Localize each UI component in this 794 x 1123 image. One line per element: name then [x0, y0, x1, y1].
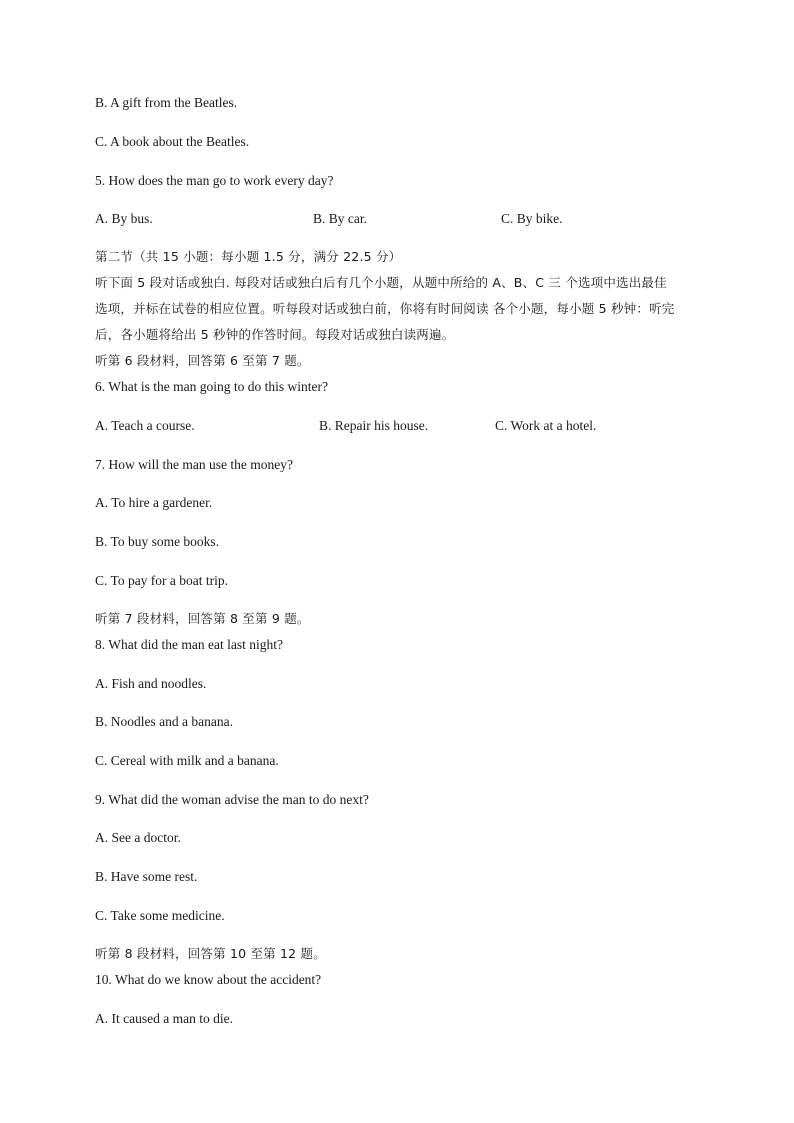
q5-option-a: A. By bus.	[95, 211, 153, 226]
section-2-instructions-line-3: 后，各小题将给出 5 秒钟的作答时间。每段对话或独白读两遍。	[95, 327, 455, 342]
q7-option-a: A. To hire a gardener.	[95, 495, 213, 510]
q8-option-a: A. Fish and noodles.	[95, 676, 207, 691]
q4-option-c: C. A book about the Beatles.	[95, 134, 250, 149]
q8-option-c: C. Cereal with milk and a banana.	[95, 753, 279, 768]
segment-8-intro: 听第 8 段材料，回答第 10 至第 12 题。	[95, 946, 326, 961]
q5-option-b: B. By car.	[313, 211, 367, 226]
segment-6-intro: 听第 6 段材料，回答第 6 至第 7 题。	[95, 353, 310, 368]
q10-option-a: A. It caused a man to die.	[95, 1011, 233, 1026]
question-9: 9. What did the woman advise the man to do next?	[95, 792, 369, 807]
section-2-instructions-line-2: 选项，并标在试卷的相应位置。听每段对话或独白前，你将有时间阅读 各个小题，每小题 5 秒钟：听完	[95, 301, 675, 316]
q9-option-a: A. See a doctor.	[95, 830, 181, 845]
q7-option-b: B. To buy some books.	[95, 534, 220, 549]
q6-option-b: B. Repair his house.	[319, 418, 429, 433]
q9-option-b: B. Have some rest.	[95, 869, 198, 884]
question-10: 10. What do we know about the accident?	[95, 972, 322, 987]
q9-option-c: C. Take some medicine.	[95, 908, 225, 923]
question-6: 6. What is the man going to do this winter?	[95, 379, 328, 394]
section-2-title: 第二节（共 15 小题：每小题 1.5 分，满分 22.5 分）	[95, 249, 402, 264]
q7-option-c: C. To pay for a boat trip.	[95, 573, 229, 588]
q6-option-c: C. Work at a hotel.	[495, 418, 597, 433]
question-8: 8. What did the man eat last night?	[95, 637, 283, 652]
segment-7-intro: 听第 7 段材料，回答第 8 至第 9 题。	[95, 611, 310, 626]
question-7: 7. How will the man use the money?	[95, 457, 293, 472]
question-5: 5. How does the man go to work every day?	[95, 173, 334, 188]
q6-option-a: A. Teach a course.	[95, 418, 195, 433]
section-2-instructions-line-1: 听下面 5 段对话或独白. 每段对话或独白后有几个小题，从题中所给的 A、B、C 三 个选项中选出最佳	[95, 275, 667, 290]
q8-option-b: B. Noodles and a banana.	[95, 714, 233, 729]
q4-option-b: B. A gift from the Beatles.	[95, 95, 238, 110]
q5-option-c: C. By bike.	[501, 211, 563, 226]
